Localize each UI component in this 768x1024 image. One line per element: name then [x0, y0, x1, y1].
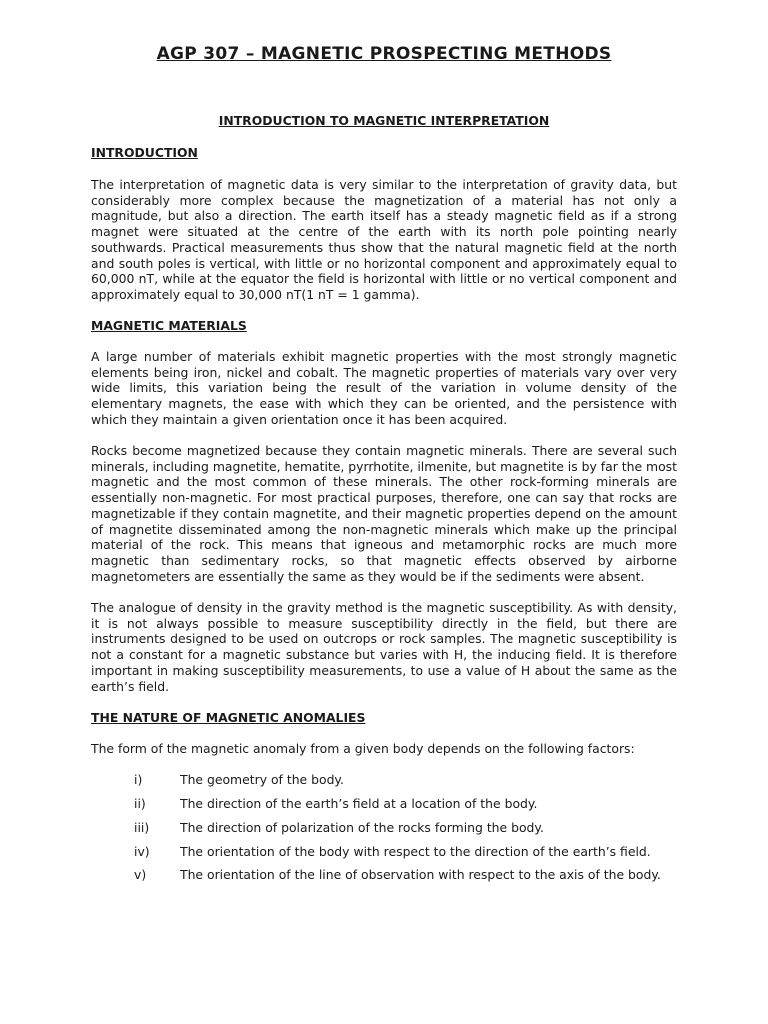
- factor-text: The geometry of the body.: [180, 772, 344, 787]
- factor-number: iii): [134, 820, 150, 835]
- section-title: INTRODUCTION TO MAGNETIC INTERPRETATION: [218, 113, 550, 128]
- anomalies-intro: The form of the magnetic anomaly from a given body depends on the following factors:: [91, 741, 635, 756]
- magnetic-materials-paragraph-3: The analogue of density in the gravity method is the magnetic susceptibility. As with density, it is not always possible to measure susceptibility directly in the field, but there are instruments designed to be used on outcrops or rock samples. The magnetic susceptibility is not a constant for a magnetic substance but varies with H, the inducing field. It is therefore important in making susceptibility measurements, to use a value of H about the same as the earth’s field.: [91, 600, 677, 694]
- introduction-heading: INTRODUCTION: [91, 145, 198, 160]
- factor-text: The orientation of the body with respect to the direction of the earth’s field.: [180, 844, 651, 859]
- magnetic-materials-paragraph-1: A large number of materials exhibit magnetic properties with the most strongly magnetic elements being iron, nickel and cobalt. The magnetic properties of materials vary over very wide limits, this variation being the result of the variation in volume density of the elementary magnets, the ease with which they can be oriented, and the persistence with which they maintain a given orientation once it has been acquired.: [91, 349, 677, 427]
- factor-item: [91, 844, 691, 860]
- document-title: AGP 307 – MAGNETIC PROSPECTING METHODS: [156, 44, 612, 64]
- factor-item: [91, 867, 691, 883]
- factor-text: The orientation of the line of observation with respect to the axis of the body.: [180, 867, 661, 882]
- factor-item: [91, 796, 691, 812]
- factor-number: i): [134, 772, 143, 787]
- introduction-paragraph: The interpretation of magnetic data is very similar to the interpretation of gravity data, but considerably more complex because the magnetization of a material has not only a magnitude, but also a direction. The earth itself has a steady magnetic field as if a strong magnet were situated at the centre of the earth with its north pole pointing nearly southwards. Practical measurements thus show that the natural magnetic field at the north and south poles is vertical, with little or no horizontal component and approximately equal to 60,000 nT, while at the equator the field is horizontal with little or no vertical component and approximately equal to 30,000 nT(1 nT = 1 gamma).: [91, 177, 677, 302]
- factor-number: v): [134, 867, 147, 882]
- factor-item: [91, 772, 691, 788]
- factor-item: [91, 820, 691, 836]
- magnetic-materials-heading: MAGNETIC MATERIALS: [91, 318, 247, 333]
- anomalies-heading: THE NATURE OF MAGNETIC ANOMALIES: [91, 710, 366, 725]
- factor-number: iv): [134, 844, 150, 859]
- magnetic-materials-paragraph-2: Rocks become magnetized because they contain magnetic minerals. There are several such minerals, including magnetite, hematite, pyrrhotite, ilmenite, but magnetite is by far the most magnetic and the most common of these minerals. The other rock-forming minerals are essentially non-magnetic. For most practical purposes, therefore, one can say that rocks are magnetizable if they contain magnetite, and their magnetic properties depend on the amount of magnetite disseminated among the non-magnetic minerals which make up the principal material of the rock. This means that igneous and metamorphic rocks are much more magnetic than sedimentary rocks, so that magnetic effects observed by airborne magnetometers are essentially the same as they would be if the sediments were absent.: [91, 443, 677, 584]
- factor-number: ii): [134, 796, 146, 811]
- factor-text: The direction of the earth’s field at a location of the body.: [180, 796, 538, 811]
- factor-text: The direction of polarization of the rocks forming the body.: [180, 820, 544, 835]
